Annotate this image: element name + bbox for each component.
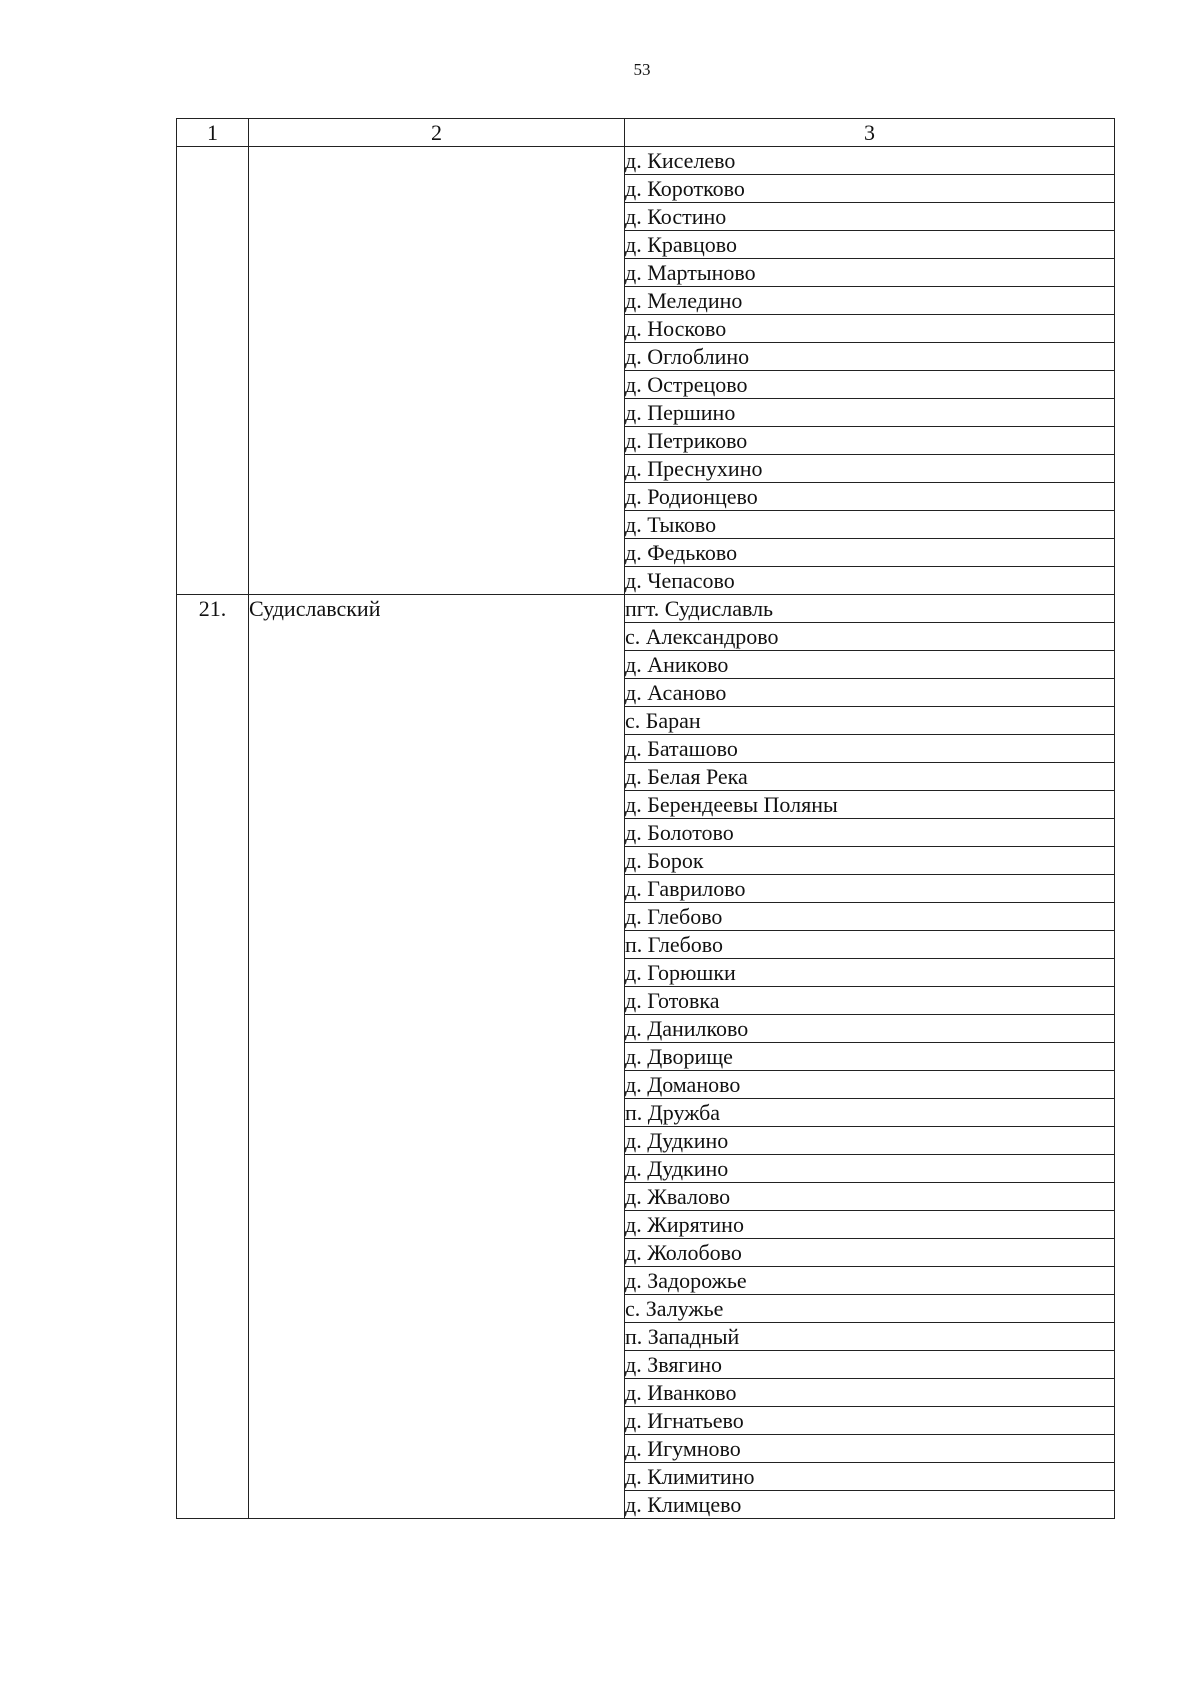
settlement-cell: д. Игнатьево — [625, 1407, 1115, 1435]
settlement-cell: д. Борок — [625, 847, 1115, 875]
settlement-cell: д. Тыково — [625, 511, 1115, 539]
settlement-cell: п. Западный — [625, 1323, 1115, 1351]
settlement-cell: д. Данилково — [625, 1015, 1115, 1043]
table-row — [177, 147, 1115, 175]
settlement-cell: д. Родионцево — [625, 483, 1115, 511]
settlement-cell: д. Аниково — [625, 651, 1115, 679]
header-row — [177, 119, 1115, 147]
district-name: Судиславский — [249, 595, 625, 1519]
settlement-cell: д. Асаново — [625, 679, 1115, 707]
page-number: 53 — [633, 60, 651, 79]
settlement-cell: с. Александрово — [625, 623, 1115, 651]
settlement-cell: д. Дворище — [625, 1043, 1115, 1071]
settlement-cell: п. Дружба — [625, 1099, 1115, 1127]
settlement-cell: д. Федьково — [625, 539, 1115, 567]
settlement-cell: д. Дудкино — [625, 1155, 1115, 1183]
settlement-cell: д. Жолобово — [625, 1239, 1115, 1267]
settlement-cell: д. Задорожье — [625, 1267, 1115, 1295]
settlement-cell: д. Игумново — [625, 1435, 1115, 1463]
settlement-cell: д. Болотово — [625, 819, 1115, 847]
settlement-cell: д. Звягино — [625, 1351, 1115, 1379]
settlement-cell: д. Иванково — [625, 1379, 1115, 1407]
settlement-cell: д. Глебово — [625, 903, 1115, 931]
settlement-cell: с. Залужье — [625, 1295, 1115, 1323]
settlement-cell: д. Гаврилово — [625, 875, 1115, 903]
settlement-cell: д. Першино — [625, 399, 1115, 427]
header-col-2: 2 — [249, 119, 625, 147]
settlement-cell: д. Климцево — [625, 1491, 1115, 1519]
settlement-cell: д. Климитино — [625, 1463, 1115, 1491]
table-body — [177, 119, 1115, 1519]
settlement-cell: д. Преснухино — [625, 455, 1115, 483]
row-number: 21. — [177, 595, 249, 1519]
settlement-cell: д. Жирятино — [625, 1211, 1115, 1239]
settlement-cell: д. Мартыново — [625, 259, 1115, 287]
settlement-cell: с. Баран — [625, 707, 1115, 735]
settlement-cell: д. Жвалово — [625, 1183, 1115, 1211]
settlement-cell: д. Кравцово — [625, 231, 1115, 259]
settlement-cell: д. Баташово — [625, 735, 1115, 763]
settlement-cell: д. Острецово — [625, 371, 1115, 399]
settlement-cell: д. Петриково — [625, 427, 1115, 455]
settlement-cell: д. Меледино — [625, 287, 1115, 315]
header-col-1: 1 — [177, 119, 249, 147]
settlement-cell: п. Глебово — [625, 931, 1115, 959]
settlement-cell: д. Горюшки — [625, 959, 1115, 987]
settlement-cell: д. Оглоблино — [625, 343, 1115, 371]
settlement-cell: д. Чепасово — [625, 567, 1115, 595]
settlements-table — [176, 118, 1115, 1519]
table-row — [177, 595, 1115, 623]
continuation-number-cell — [177, 147, 249, 595]
settlement-cell: д. Доманово — [625, 1071, 1115, 1099]
settlement-cell: д. Дудкино — [625, 1127, 1115, 1155]
settlement-cell: д. Носково — [625, 315, 1115, 343]
settlement-cell: д. Коротково — [625, 175, 1115, 203]
settlement-cell: д. Белая Река — [625, 763, 1115, 791]
settlement-cell: д. Готовка — [625, 987, 1115, 1015]
settlement-cell: д. Берендеевы Поляны — [625, 791, 1115, 819]
settlement-cell: д. Киселево — [625, 147, 1115, 175]
continuation-district-cell — [249, 147, 625, 595]
header-col-3: 3 — [625, 119, 1115, 147]
settlement-cell: д. Костино — [625, 203, 1115, 231]
settlement-cell: пгт. Судиславль — [625, 595, 1115, 623]
